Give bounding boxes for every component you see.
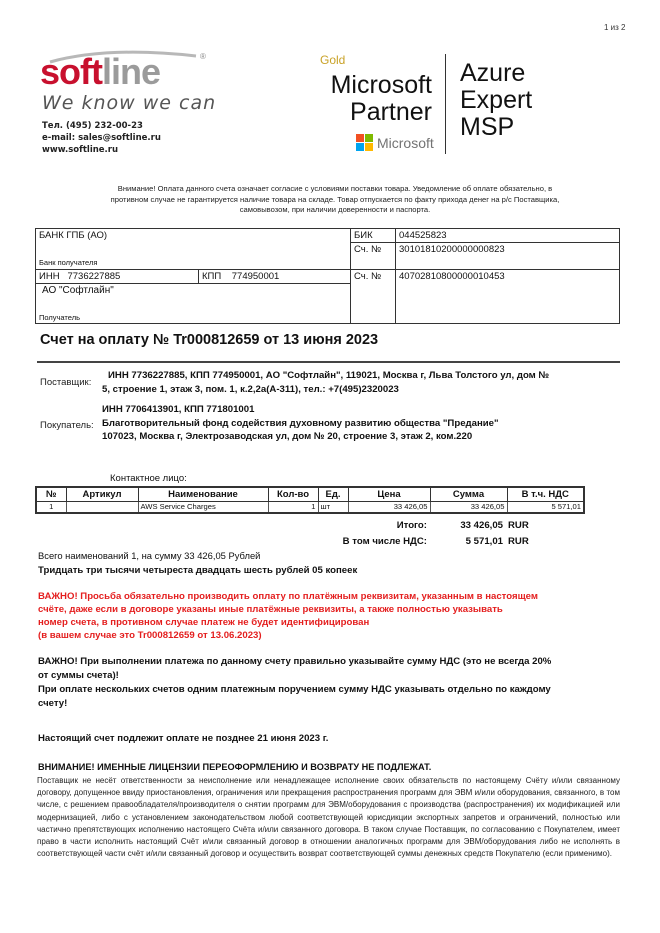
payment-notice: Внимание! Оплата данного счета означает согласие с условиями поставки товара. Уведомление об оплате обязательно, в противном случае не гарантируется наличие товара на складе. Товар отпускается по факту прихода денег на р/с Поставщика, самовывозом, при наличии доверенности и паспорта. xyxy=(110,184,560,214)
bik-label: БИК xyxy=(351,229,396,243)
red-warning-line3: номер счета, в противном случае платеж не будет идентифицирован xyxy=(38,617,370,628)
row-name: AWS Service Charges xyxy=(138,502,268,513)
partner-level: Gold xyxy=(320,53,346,67)
logo-soft: soft xyxy=(40,51,102,92)
registered-icon: ® xyxy=(200,52,206,61)
supplier-line2: 5, строение 1, этаж 3, пом. 1, к.2,2а(А-311), тел.: +7(495)2320023 xyxy=(102,383,399,395)
softline-logo xyxy=(40,50,215,120)
azure-line1: Azure xyxy=(460,59,526,87)
items-table xyxy=(35,486,585,514)
total-value: 33 426,05 xyxy=(460,520,503,531)
account-value: 40702810800000010453 xyxy=(396,269,620,323)
microsoft-logo-icon xyxy=(356,134,373,151)
col-name: Наименование xyxy=(138,487,268,502)
items-count-summary: Всего наименований 1, на сумму 33 426,05 Рублей xyxy=(38,550,261,561)
total-label: Итого: xyxy=(396,520,427,531)
license-notice: ВНИМАНИЕ! ИМЕННЫЕ ЛИЦЕНЗИИ ПЕРЕОФОРМЛЕНИЮ И ВОЗВРАТУ НЕ ПОДЛЕЖАТ. xyxy=(38,762,432,772)
vat-total-label: В том числе НДС: xyxy=(342,536,427,547)
col-qty: Кол-во xyxy=(268,487,318,502)
amount-in-words: Тридцать три тысячи четыреста двадцать шесть рублей 05 копеек xyxy=(38,565,358,576)
row-vat: 5 571,01 xyxy=(507,502,584,513)
items-header-row xyxy=(36,487,584,502)
logo-line: line xyxy=(102,51,161,92)
partner-divider xyxy=(445,54,446,154)
kpp-label: КПП xyxy=(202,270,222,282)
corr-account-label: Сч. № xyxy=(351,243,396,257)
col-vat: В т.ч. НДС xyxy=(507,487,584,502)
contact-email[interactable]: e-mail: sales@softline.ru xyxy=(42,133,161,143)
row-sum: 33 426,05 xyxy=(430,502,507,513)
corr-account-value: 30101810200000000823 xyxy=(396,243,620,257)
supplier-line1: ИНН 7736227885, КПП 774950001, АО "Софтлайн", 119021, Москва г, Льва Толстого ул, дом № xyxy=(108,370,550,381)
red-warning-line2: счёте, даже если в договоре указаны иные платёжные реквизиты, а также полностью указывать xyxy=(38,604,503,615)
azure-line2: Expert xyxy=(460,86,533,114)
contact-phone: Тел. (495) 232-00-23 xyxy=(42,121,143,131)
kpp-value: 774950001 xyxy=(231,270,280,282)
row-sku xyxy=(66,502,138,513)
bik-value: 044525823 xyxy=(396,229,620,243)
buyer-line1: ИНН 7706413901, КПП 771801001 xyxy=(102,404,255,415)
payment-due-date: Настоящий счет подлежит оплате не позднее 21 июня 2023 г. xyxy=(38,733,329,744)
buyer-details xyxy=(102,403,622,444)
azure-expert-msp xyxy=(460,60,532,141)
company-contacts xyxy=(42,120,161,156)
recipient-label: Получатель xyxy=(39,312,80,322)
red-warning-line1: ВАЖНО! Просьба обязательно производить оплату по платёжным реквизитам, указанным в настоящем xyxy=(38,591,538,602)
kpp-cell xyxy=(199,269,351,283)
vat-warning-line2: от суммы счета)! xyxy=(38,670,119,681)
logo-wordmark xyxy=(40,51,161,92)
bank-details-table xyxy=(35,228,620,324)
partner-title-line1: Microsoft xyxy=(330,71,432,99)
col-price: Цена xyxy=(348,487,430,502)
buyer-line3: 107023, Москва г, Электрозаводская ул, дом № 20, строение 3, этаж 2, ком.220 xyxy=(102,431,473,442)
page-indicator: 1 из 2 xyxy=(604,23,626,32)
bank-label-cell xyxy=(36,257,351,270)
partner-title-line2: Partner xyxy=(350,98,432,126)
row-qty: 1 xyxy=(268,502,318,513)
vat-total-value: 5 571,01 xyxy=(465,536,503,547)
buyer-line2: Благотворительный фонд содействия духовному развитию общества "Предание" xyxy=(102,417,499,429)
account-label: Сч. № xyxy=(351,269,396,323)
contact-person-label: Контактное лицо: xyxy=(110,473,187,484)
row-num: 1 xyxy=(36,502,66,513)
vat-warning-line3: При оплате нескольких счетов одним платежным поручением сумму НДС указывать отдельно по каждому xyxy=(38,684,551,695)
partner-title xyxy=(320,72,432,126)
contact-website[interactable]: www.softline.ru xyxy=(42,145,119,155)
microsoft-brand xyxy=(356,134,434,151)
logo-tagline: We know we can xyxy=(42,92,217,114)
recipient-name: АО "Софтлайн" xyxy=(42,284,114,296)
invoice-title: Счет на оплату № Tr000812659 от 13 июня 2023 xyxy=(40,332,379,348)
col-num: № xyxy=(36,487,66,502)
red-warning-line4: (в вашем случае это Tr000812659 от 13.06.2023) xyxy=(38,630,262,641)
microsoft-label: Microsoft xyxy=(377,134,434,151)
bank-name: БАНК ГПБ (АО) xyxy=(39,230,108,241)
inn-label: ИНН xyxy=(39,270,60,282)
inn-value: 7736227885 xyxy=(67,270,121,282)
buyer-label: Покупатель: xyxy=(40,420,94,431)
col-unit: Ед. xyxy=(318,487,348,502)
title-divider xyxy=(37,361,620,363)
azure-line3: MSP xyxy=(460,113,515,141)
inn-cell xyxy=(36,269,199,283)
payment-details-warning xyxy=(38,590,628,642)
vat-warning-line1: ВАЖНО! При выполнении платежа по данному счету правильно указывайте сумму НДС (это не всегда 20% xyxy=(38,656,552,667)
row-unit: шт xyxy=(318,502,348,513)
row-price: 33 426,05 xyxy=(348,502,430,513)
bank-name-cell xyxy=(36,229,351,257)
vat-warning xyxy=(38,655,628,711)
supplier-label: Поставщик: xyxy=(40,377,92,388)
col-sku: Артикул xyxy=(66,487,138,502)
recipient-cell xyxy=(36,283,351,323)
bank-label: Банк получателя xyxy=(39,257,98,267)
legal-disclaimer: Поставщик не несёт ответственности за неисполнение или ненадлежащее исполнение своих обязательств по настоящему Счёту и/или связанному договору, допущенное ввиду приостановления, ограничения или прекращения распространения программ для ЭВМ и/или оборудования, связанного, в том числе, с решением правообладателя/производителя о снятии программ для ЭВМ/оборудования с производства (распространения) их модификацией или модернизацией, либо с установлением законодательством любой соответствующей юрисдикции экспортных запретов и ограничений, полностью или частично препятствующих исполнению настоящего Счёта и/или связанного договора. В таком случае Поставщик, по согласованию с Покупателем, имеет право в части исполнить настоящий Счёт и/или связанный договор в отношении аналогичных программ для ЭВМ/оборудования либо не исполнять в соответствующей части счёт и/или связанный договор и осуществить возврат соответствующей суммы денежных средств Покупателю (если применимо). xyxy=(37,776,620,859)
table-row xyxy=(36,502,584,513)
vat-total-currency: RUR xyxy=(508,536,529,547)
supplier-details xyxy=(102,369,622,396)
vat-warning-line4: счету! xyxy=(38,698,68,709)
total-currency: RUR xyxy=(508,520,529,531)
col-sum: Сумма xyxy=(430,487,507,502)
